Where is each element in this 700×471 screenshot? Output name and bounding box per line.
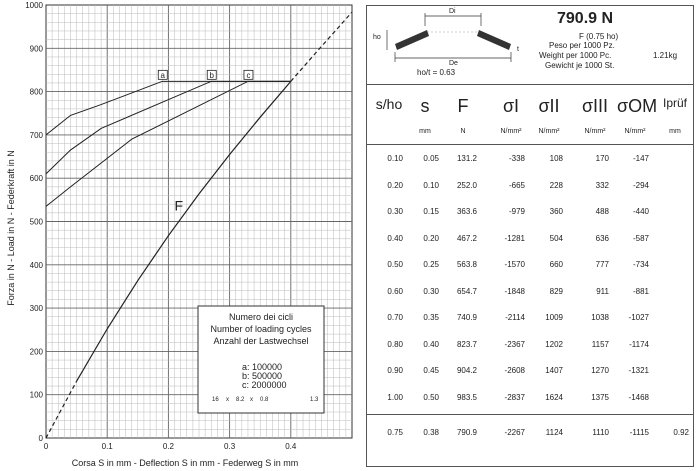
table-cell: -1570 <box>504 260 525 269</box>
column-unit: N/mm² <box>538 128 560 135</box>
y-axis-label: Forza in N - Load in N - Federkraft in N <box>6 150 16 306</box>
table-cell: 740.9 <box>456 313 477 322</box>
table-cell: -1468 <box>628 392 649 402</box>
table-cell: 823.7 <box>456 339 477 349</box>
table-cell: 1407 <box>545 366 563 375</box>
table-cell: -338 <box>508 154 525 163</box>
x-tick-label: 0.3 <box>224 442 236 451</box>
table-cell: 0.20 <box>423 233 439 243</box>
table-cell: -2608 <box>504 366 525 375</box>
table-cell: -1174 <box>629 339 649 349</box>
column-unit: N/mm² <box>500 128 522 135</box>
table-cell: 1375 <box>591 392 609 402</box>
table-cell: 0.30 <box>387 207 403 216</box>
table-cell: 777 <box>595 260 609 269</box>
table-cell: 0.92 <box>673 428 689 437</box>
table-cell: 0.15 <box>423 207 439 216</box>
legend-entry-c: c: 2000000 <box>242 380 287 390</box>
y-tick-label: 200 <box>29 347 43 357</box>
table-row <box>367 305 693 331</box>
y-tick-label: 900 <box>29 44 43 54</box>
table-cell: -665 <box>508 180 525 190</box>
table-cell: 488 <box>595 207 609 216</box>
ho-t-ratio: ho/t = 0.63 <box>417 68 456 77</box>
table-cell: -1321 <box>628 366 649 375</box>
y-tick-label: 1000 <box>25 1 43 10</box>
label-t: t <box>517 46 519 53</box>
column-symbol: σIII <box>581 96 609 116</box>
column-unit: N/mm² <box>584 128 606 135</box>
table-cell: -1281 <box>504 233 525 243</box>
table-cell: -1848 <box>504 286 525 296</box>
table-cell: 1124 <box>545 428 563 437</box>
legend-title-2: Number of loading cycles <box>210 324 312 334</box>
table-row <box>367 385 693 411</box>
table-cell: 636 <box>595 233 609 243</box>
table-cell: 0.50 <box>387 260 403 269</box>
table-cell: 0.90 <box>387 366 403 375</box>
y-tick-label: 800 <box>29 87 43 97</box>
weight-label: Weight per 1000 Pc. <box>539 51 612 60</box>
legend-entry-a: a: 100000 <box>242 362 283 372</box>
table-cell: 363.6 <box>456 207 477 216</box>
table-cell: -294 <box>632 180 649 190</box>
table-cell: 904.2 <box>456 366 477 375</box>
table-cell: 0.70 <box>387 313 403 322</box>
table-cell: 790.9 <box>456 428 477 437</box>
table-cell: 1.00 <box>387 392 403 402</box>
label-di: Di <box>449 8 456 15</box>
column-unit: N <box>460 128 466 135</box>
column-symbol: σI <box>502 96 520 116</box>
table-cell: 360 <box>549 207 563 216</box>
force-note: F (0.75 ho) <box>579 32 619 41</box>
table-cell: 0.20 <box>387 180 403 190</box>
column-symbol: σII <box>538 96 560 116</box>
table-cell: 504 <box>549 233 563 243</box>
table-cell: 1270 <box>591 366 609 375</box>
table-cell: -440 <box>632 207 649 216</box>
table-cell: 0.80 <box>387 339 403 349</box>
x-tick-label: 0.1 <box>101 442 113 451</box>
table-cell: 0.45 <box>423 366 439 375</box>
table-cell: -2367 <box>504 339 525 349</box>
table-cell: -881 <box>632 286 649 296</box>
table-cell: 0.35 <box>423 313 439 322</box>
table-cell: 563.8 <box>456 260 477 269</box>
table-row <box>367 226 693 252</box>
column-unit: N/mm² <box>624 128 646 135</box>
header-divider <box>367 144 693 145</box>
table-row <box>367 199 693 225</box>
panel-header <box>367 6 693 85</box>
table-cell: 0.10 <box>387 154 403 163</box>
summary-divider <box>367 414 693 415</box>
table-cell: 1038 <box>591 313 609 322</box>
spring-section-left <box>395 30 429 50</box>
column-symbol: s/ho <box>375 96 403 112</box>
table-cell: 228 <box>549 180 563 190</box>
table-cell: 0.40 <box>423 339 439 349</box>
x-axis-label: Corsa S in mm - Deflection S in mm - Federweg S in mm <box>71 458 299 468</box>
column-symbol: s <box>420 96 430 116</box>
series-a-label: a <box>160 70 166 80</box>
table-cell: 0.30 <box>423 286 439 296</box>
table-cell: 1202 <box>545 339 563 349</box>
x-tick-label: 0 <box>43 442 49 451</box>
legend-dim-x2: x <box>250 397 253 403</box>
table-cell: 829 <box>549 286 563 296</box>
table-cell: 467.2 <box>456 233 477 243</box>
table-cell: 0.60 <box>387 286 403 296</box>
legend-dim-x1: x <box>226 397 229 403</box>
table-cell: 1157 <box>591 339 609 349</box>
series-b-label: b <box>209 70 214 80</box>
table-cell: 332 <box>595 180 609 190</box>
table-cell: 0.50 <box>423 392 439 402</box>
table-cell: -2837 <box>504 392 525 402</box>
table-cell: 660 <box>549 260 563 269</box>
legend-title-3: Anzahl der Lastwechsel <box>213 336 309 346</box>
y-tick-label: 500 <box>29 217 43 227</box>
legend-title-1: Numero dei cicli <box>228 312 294 322</box>
y-tick-label: 600 <box>29 174 43 184</box>
x-tick-label: 0.2 <box>162 442 174 451</box>
table-cell: 0.25 <box>423 260 439 269</box>
column-symbol: F <box>457 96 469 116</box>
y-tick-label: 0 <box>38 434 43 443</box>
table-cell: -587 <box>632 233 649 243</box>
weight-value: 1.21kg <box>653 51 678 60</box>
table-cell: 0.10 <box>423 180 439 190</box>
y-tick-label: 400 <box>29 260 43 270</box>
label-de: De <box>449 60 458 67</box>
legend-entry-b: b: 500000 <box>242 371 283 381</box>
table-cell: 108 <box>549 154 563 163</box>
legend-dim-h: 1.3 <box>310 397 319 403</box>
table-row <box>367 252 693 278</box>
table-cell: 0.38 <box>423 428 439 437</box>
x-tick-label: 0.4 <box>285 442 297 451</box>
legend-dim-de: 16 <box>212 397 219 403</box>
table-cell: -2114 <box>505 313 525 322</box>
table-cell: 1009 <box>545 313 563 322</box>
table-row <box>367 173 693 199</box>
table-cell: 1624 <box>545 392 563 402</box>
table-cell: 1110 <box>592 428 609 437</box>
series-c-label: c <box>246 70 251 80</box>
column-symbol: σOM <box>617 96 658 116</box>
table-row <box>367 279 693 305</box>
table-cell: 911 <box>596 286 609 296</box>
table-cell: -147 <box>632 154 649 163</box>
table-cell: 170 <box>595 154 609 163</box>
table-cell: -2267 <box>504 428 525 437</box>
table-row <box>367 358 693 384</box>
column-unit: mm <box>669 128 681 135</box>
y-tick-label: 700 <box>29 130 43 140</box>
table-cell: 983.5 <box>456 392 477 402</box>
label-ho: ho <box>373 34 381 41</box>
table-row <box>367 146 693 172</box>
legend-dim-t: 0.8 <box>260 397 269 403</box>
table-cell: -734 <box>632 260 649 269</box>
y-tick-label: 300 <box>29 304 43 314</box>
gewicht-label: Gewicht je 1000 St. <box>545 61 615 70</box>
series-f-label: F <box>174 197 184 214</box>
y-tick-label: 100 <box>29 390 43 400</box>
table-row <box>367 332 693 358</box>
table-cell: 0.05 <box>423 154 439 163</box>
table-cell: 131.2 <box>456 154 477 163</box>
force-value: 790.9 N <box>557 10 614 27</box>
table-cell: -1115 <box>629 428 649 437</box>
table-cell: 0.40 <box>387 233 403 243</box>
spring-section-right <box>477 30 511 50</box>
table-cell: -979 <box>508 207 525 216</box>
table-cell: 0.75 <box>387 428 403 437</box>
table-cell: 654.7 <box>456 286 477 296</box>
summary-row <box>367 420 693 446</box>
legend-box <box>198 306 324 413</box>
peso-label: Peso per 1000 Pz. <box>549 41 615 50</box>
table-cell: -1027 <box>628 313 649 322</box>
legend-dim-di: 8.2 <box>236 397 245 403</box>
table-cell: 252.0 <box>456 180 477 190</box>
column-unit: mm <box>419 128 431 135</box>
column-symbol: Iprüf <box>662 96 687 110</box>
spring-data-panel <box>366 5 694 467</box>
